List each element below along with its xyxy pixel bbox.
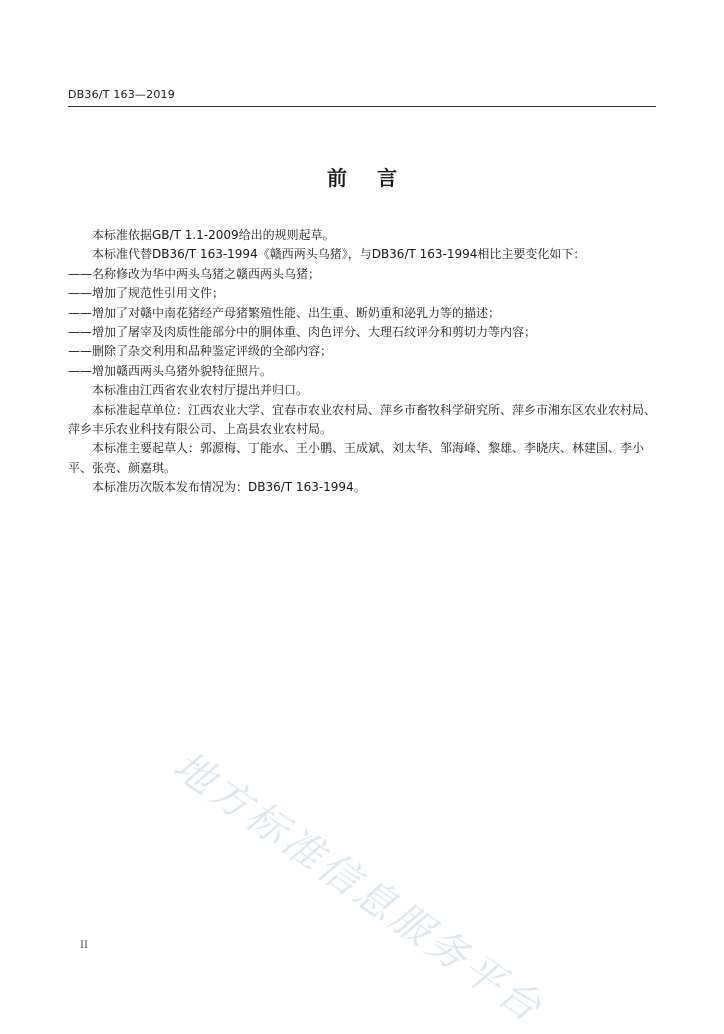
change-item-meat-quality: ——增加了屠宰及肉质性能部分中的胴体重、肉色评分、大理石纹评分和剪切力等内容； xyxy=(68,325,537,340)
header-rule xyxy=(68,106,656,107)
paragraph-proposer: 本标准由江西省农业农村厅提出并归口。 xyxy=(92,383,309,398)
foreword-body xyxy=(68,226,660,498)
paragraph-drafting-units: 本标准起草单位：江西农业大学、宜春市农业农村局、萍乡市畜牧科学研究所、萍乡市湘东区农业农村局、萍乡丰乐农业科技有限公司、上高县农业农村局。 xyxy=(68,402,657,437)
paragraph-replacement: 本标准代替DB36/T 163-1994《赣西两头乌猪》，与DB36/T 163-1994相比主要变化如下： xyxy=(92,247,586,262)
paragraph-version-history: 本标准历次版本发布情况为：DB36/T 163-1994。 xyxy=(92,480,366,495)
change-item-name: ——名称修改为华中两头乌猪之赣西两头乌猪； xyxy=(68,266,321,281)
standard-code: DB36/T 163—2019 xyxy=(68,88,175,101)
paragraph-drafting-rules: 本标准依据GB/T 1.1-2009给出的规则起草。 xyxy=(92,228,335,242)
page-title: 前言 xyxy=(327,166,427,190)
change-item-deletion: ——删除了杂交利用和品种鉴定评级的全部内容； xyxy=(68,344,333,359)
paragraph-drafters: 本标准主要起草人：郭源梅、丁能水、王小鹏、王成斌、刘太华、邹海峰、黎雄、李晓庆、林建国、李小平、张亮、颜嘉琪。 xyxy=(68,441,645,475)
watermark: 地方标准信息服务平台 xyxy=(164,742,552,1033)
change-item-breeding-performance: ——增加了对赣中南花猪经产母猪繁殖性能、出生重、断奶重和泌乳力等的描述； xyxy=(68,305,501,320)
page-number: II xyxy=(80,940,88,951)
change-item-photos: ——增加赣西两头乌猪外貌特征照片。 xyxy=(68,363,273,378)
change-item-references: ——增加了规范性引用文件； xyxy=(68,286,225,301)
